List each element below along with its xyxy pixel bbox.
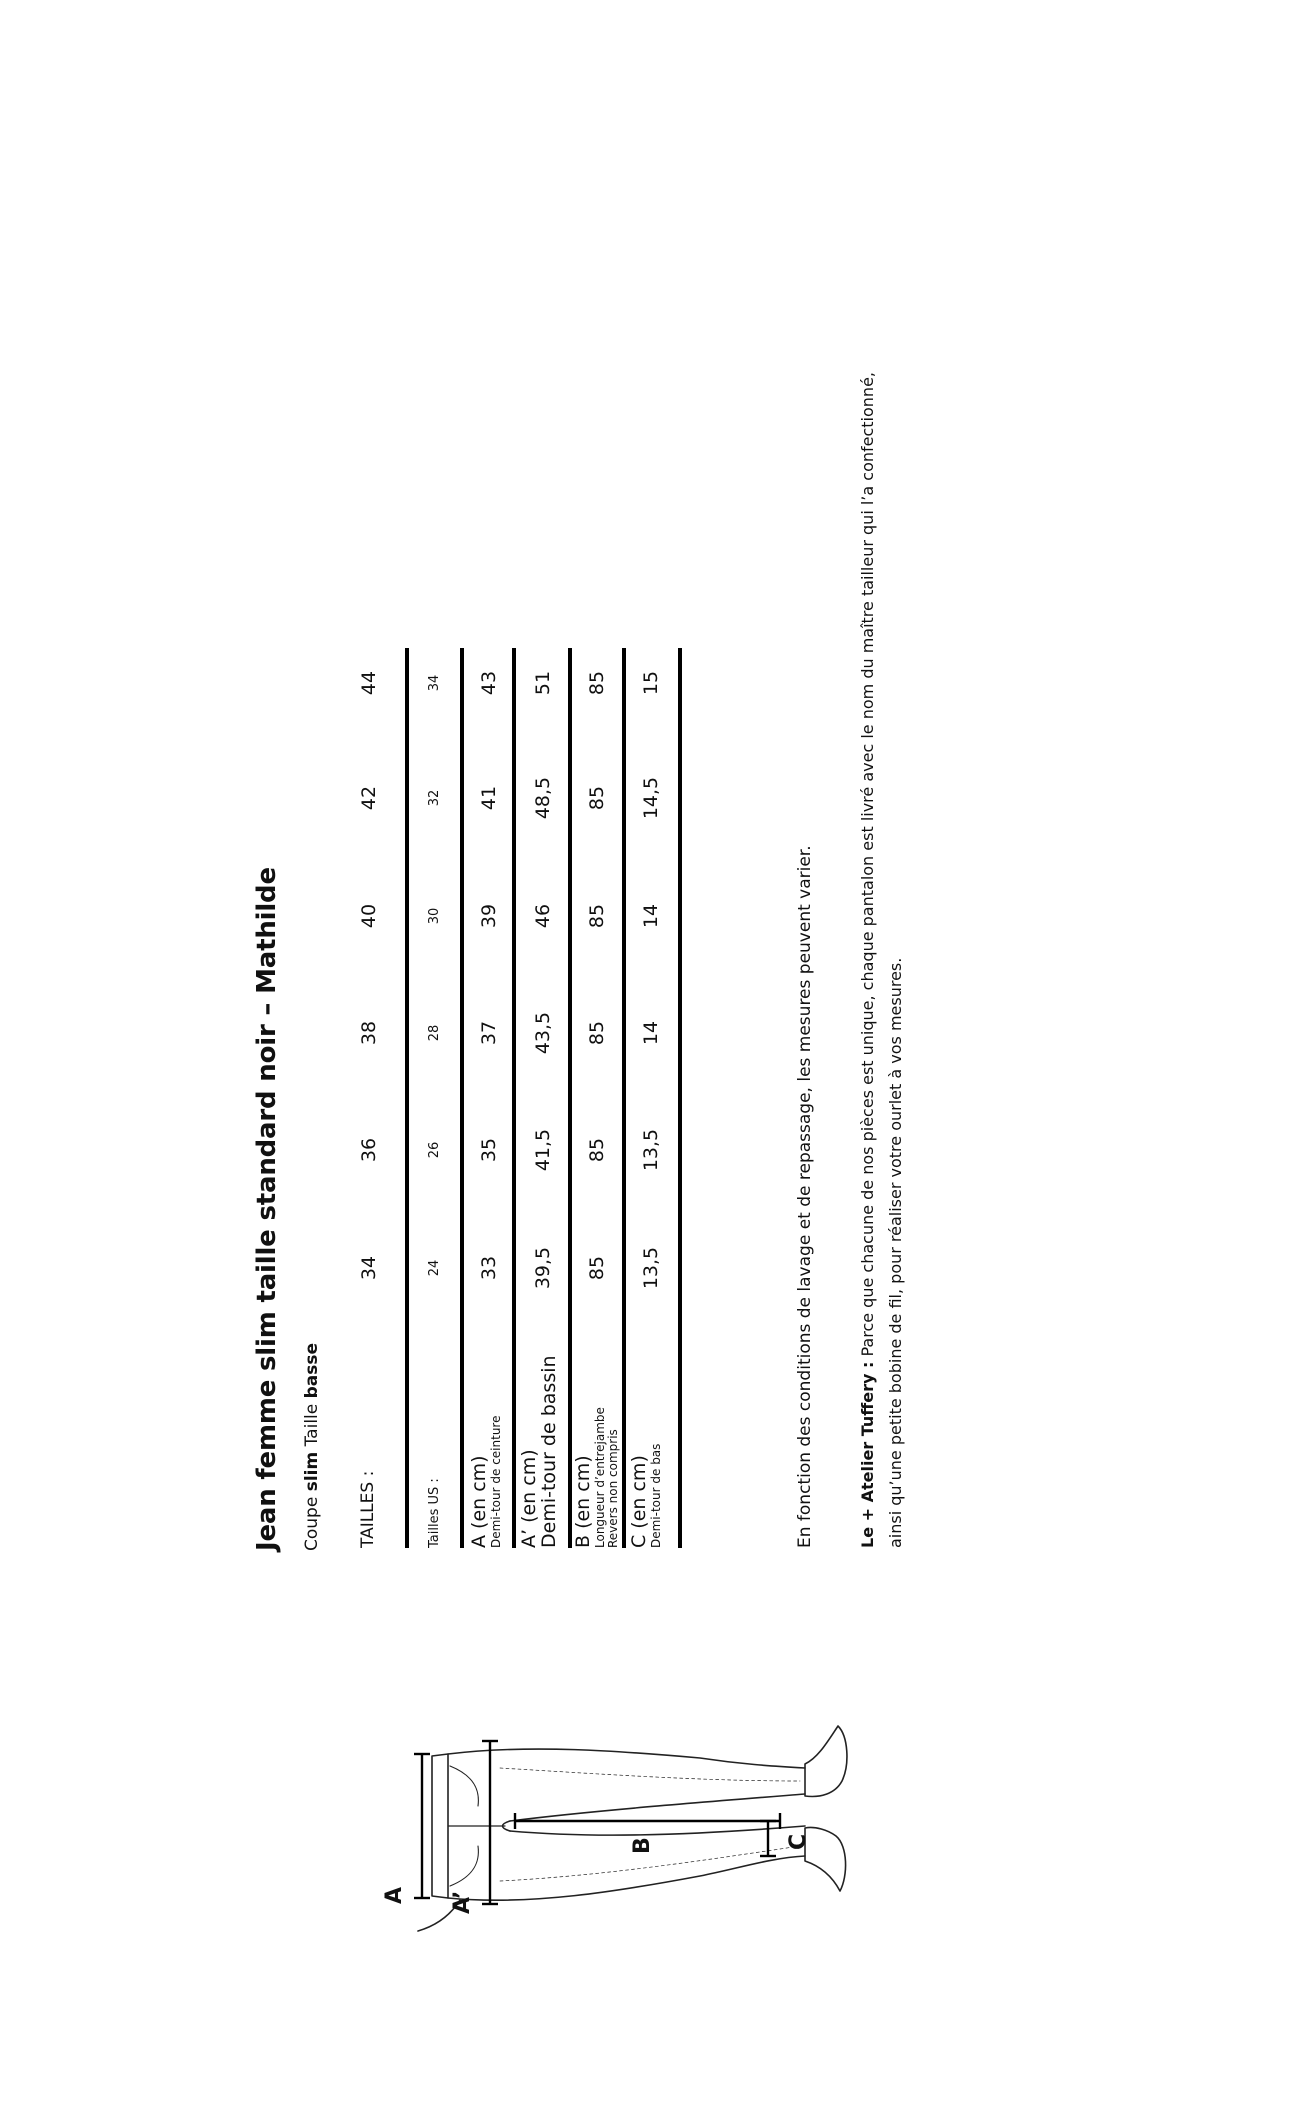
table-rule [678, 648, 682, 1548]
subtitle-prefix: Coupe [302, 1491, 322, 1551]
row-a-prime-label: A’ (en cm) [518, 1449, 540, 1548]
table-cell: 32 [427, 789, 442, 807]
table-cell: 39 [478, 903, 500, 929]
table-rule [512, 648, 516, 1548]
tuffery-paragraph [854, 348, 910, 1548]
row-label-a-prime [520, 1355, 560, 1548]
subtitle-rise: basse [302, 1342, 322, 1399]
table-rule [568, 648, 572, 1548]
table-cell: 51 [532, 670, 554, 696]
row-b-sublabel-2: Revers non compris [605, 1429, 620, 1548]
label-c: C [786, 1833, 811, 1850]
table-cell: 33 [478, 1255, 500, 1281]
table-cell: 26 [427, 1141, 442, 1159]
row-b-label: B (en cm) [572, 1455, 594, 1548]
row-label-c [630, 1444, 663, 1548]
table-cell: 85 [586, 1137, 608, 1163]
table-cell: 39,5 [532, 1246, 554, 1290]
table-cell: 13,5 [640, 1246, 662, 1290]
table-cell: 85 [586, 1255, 608, 1281]
table-cell: 30 [427, 907, 442, 925]
jeans-illustration [300, 1596, 860, 2026]
table-cell: 85 [586, 903, 608, 929]
row-a-sublabel: Demi-tour de ceinture [488, 1415, 503, 1548]
table-cell: 14 [640, 903, 662, 929]
table-cell: 35 [478, 1137, 500, 1163]
sizes-header-label: TAILLES : [358, 1470, 378, 1548]
row-us-label: Tailles US : [427, 1478, 442, 1548]
table-cell: 43,5 [532, 1011, 554, 1055]
size-header-cell: 40 [358, 903, 380, 929]
table-cell: 48,5 [532, 776, 554, 820]
size-header-cell: 44 [358, 670, 380, 696]
subtitle-cut: slim [302, 1451, 322, 1492]
table-cell: 34 [427, 674, 442, 692]
tuffery-lead: Le + Atelier Tuffery : [858, 1361, 877, 1548]
tuffery-text: Parce que chacune de nos pièces est unique, chaque pantalon est livré avec le nom du maître tailleur qui l’a confectionné, ainsi qu’une petite bobine de fil, pour réaliser votre ourlet à vos mesures. [858, 372, 905, 1548]
row-label-a [470, 1416, 503, 1548]
page-subtitle [302, 1343, 322, 1551]
row-c-sublabel: Demi-tour de bas [648, 1443, 663, 1548]
table-cell: 14 [640, 1020, 662, 1046]
subtitle-middle: Taille [302, 1398, 322, 1452]
jeans-drawing [300, 1596, 860, 2026]
table-cell: 85 [586, 670, 608, 696]
table-cell: 85 [586, 785, 608, 811]
table-cell: 14,5 [640, 776, 662, 820]
label-b: B [630, 1837, 655, 1854]
table-cell: 24 [427, 1259, 442, 1277]
row-b-sublabel: Longueur d’entrejambe [592, 1407, 607, 1548]
label-a-prime: A’ [450, 1890, 475, 1914]
label-a: A [382, 1886, 407, 1904]
table-cell: 41 [478, 785, 500, 811]
table-rule [405, 648, 409, 1548]
table-cell: 37 [478, 1020, 500, 1046]
table-cell: 28 [427, 1024, 442, 1042]
row-a-label: A (en cm) [468, 1455, 490, 1548]
table-cell: 13,5 [640, 1128, 662, 1172]
row-c-label: C (en cm) [628, 1455, 650, 1548]
table-cell: 15 [640, 670, 662, 696]
table-rule [460, 648, 464, 1548]
table-rule [622, 648, 626, 1548]
size-header-cell: 34 [358, 1255, 380, 1281]
row-a-prime-sublabel: Demi-tour de bassin [537, 1355, 560, 1548]
size-header-cell: 38 [358, 1020, 380, 1046]
table-cell: 85 [586, 1020, 608, 1046]
page-title: Jean femme slim taille standard noir – Mathilde [252, 867, 282, 1551]
washing-note: En fonction des conditions de lavage et de repassage, les mesures peuvent varier. [795, 845, 815, 1548]
table-cell: 43 [478, 670, 500, 696]
size-header-cell: 42 [358, 785, 380, 811]
table-cell: 41,5 [532, 1128, 554, 1172]
size-header-cell: 36 [358, 1137, 380, 1163]
row-label-b [574, 1407, 619, 1548]
row-label-us [425, 1478, 442, 1548]
table-cell: 46 [532, 903, 554, 929]
